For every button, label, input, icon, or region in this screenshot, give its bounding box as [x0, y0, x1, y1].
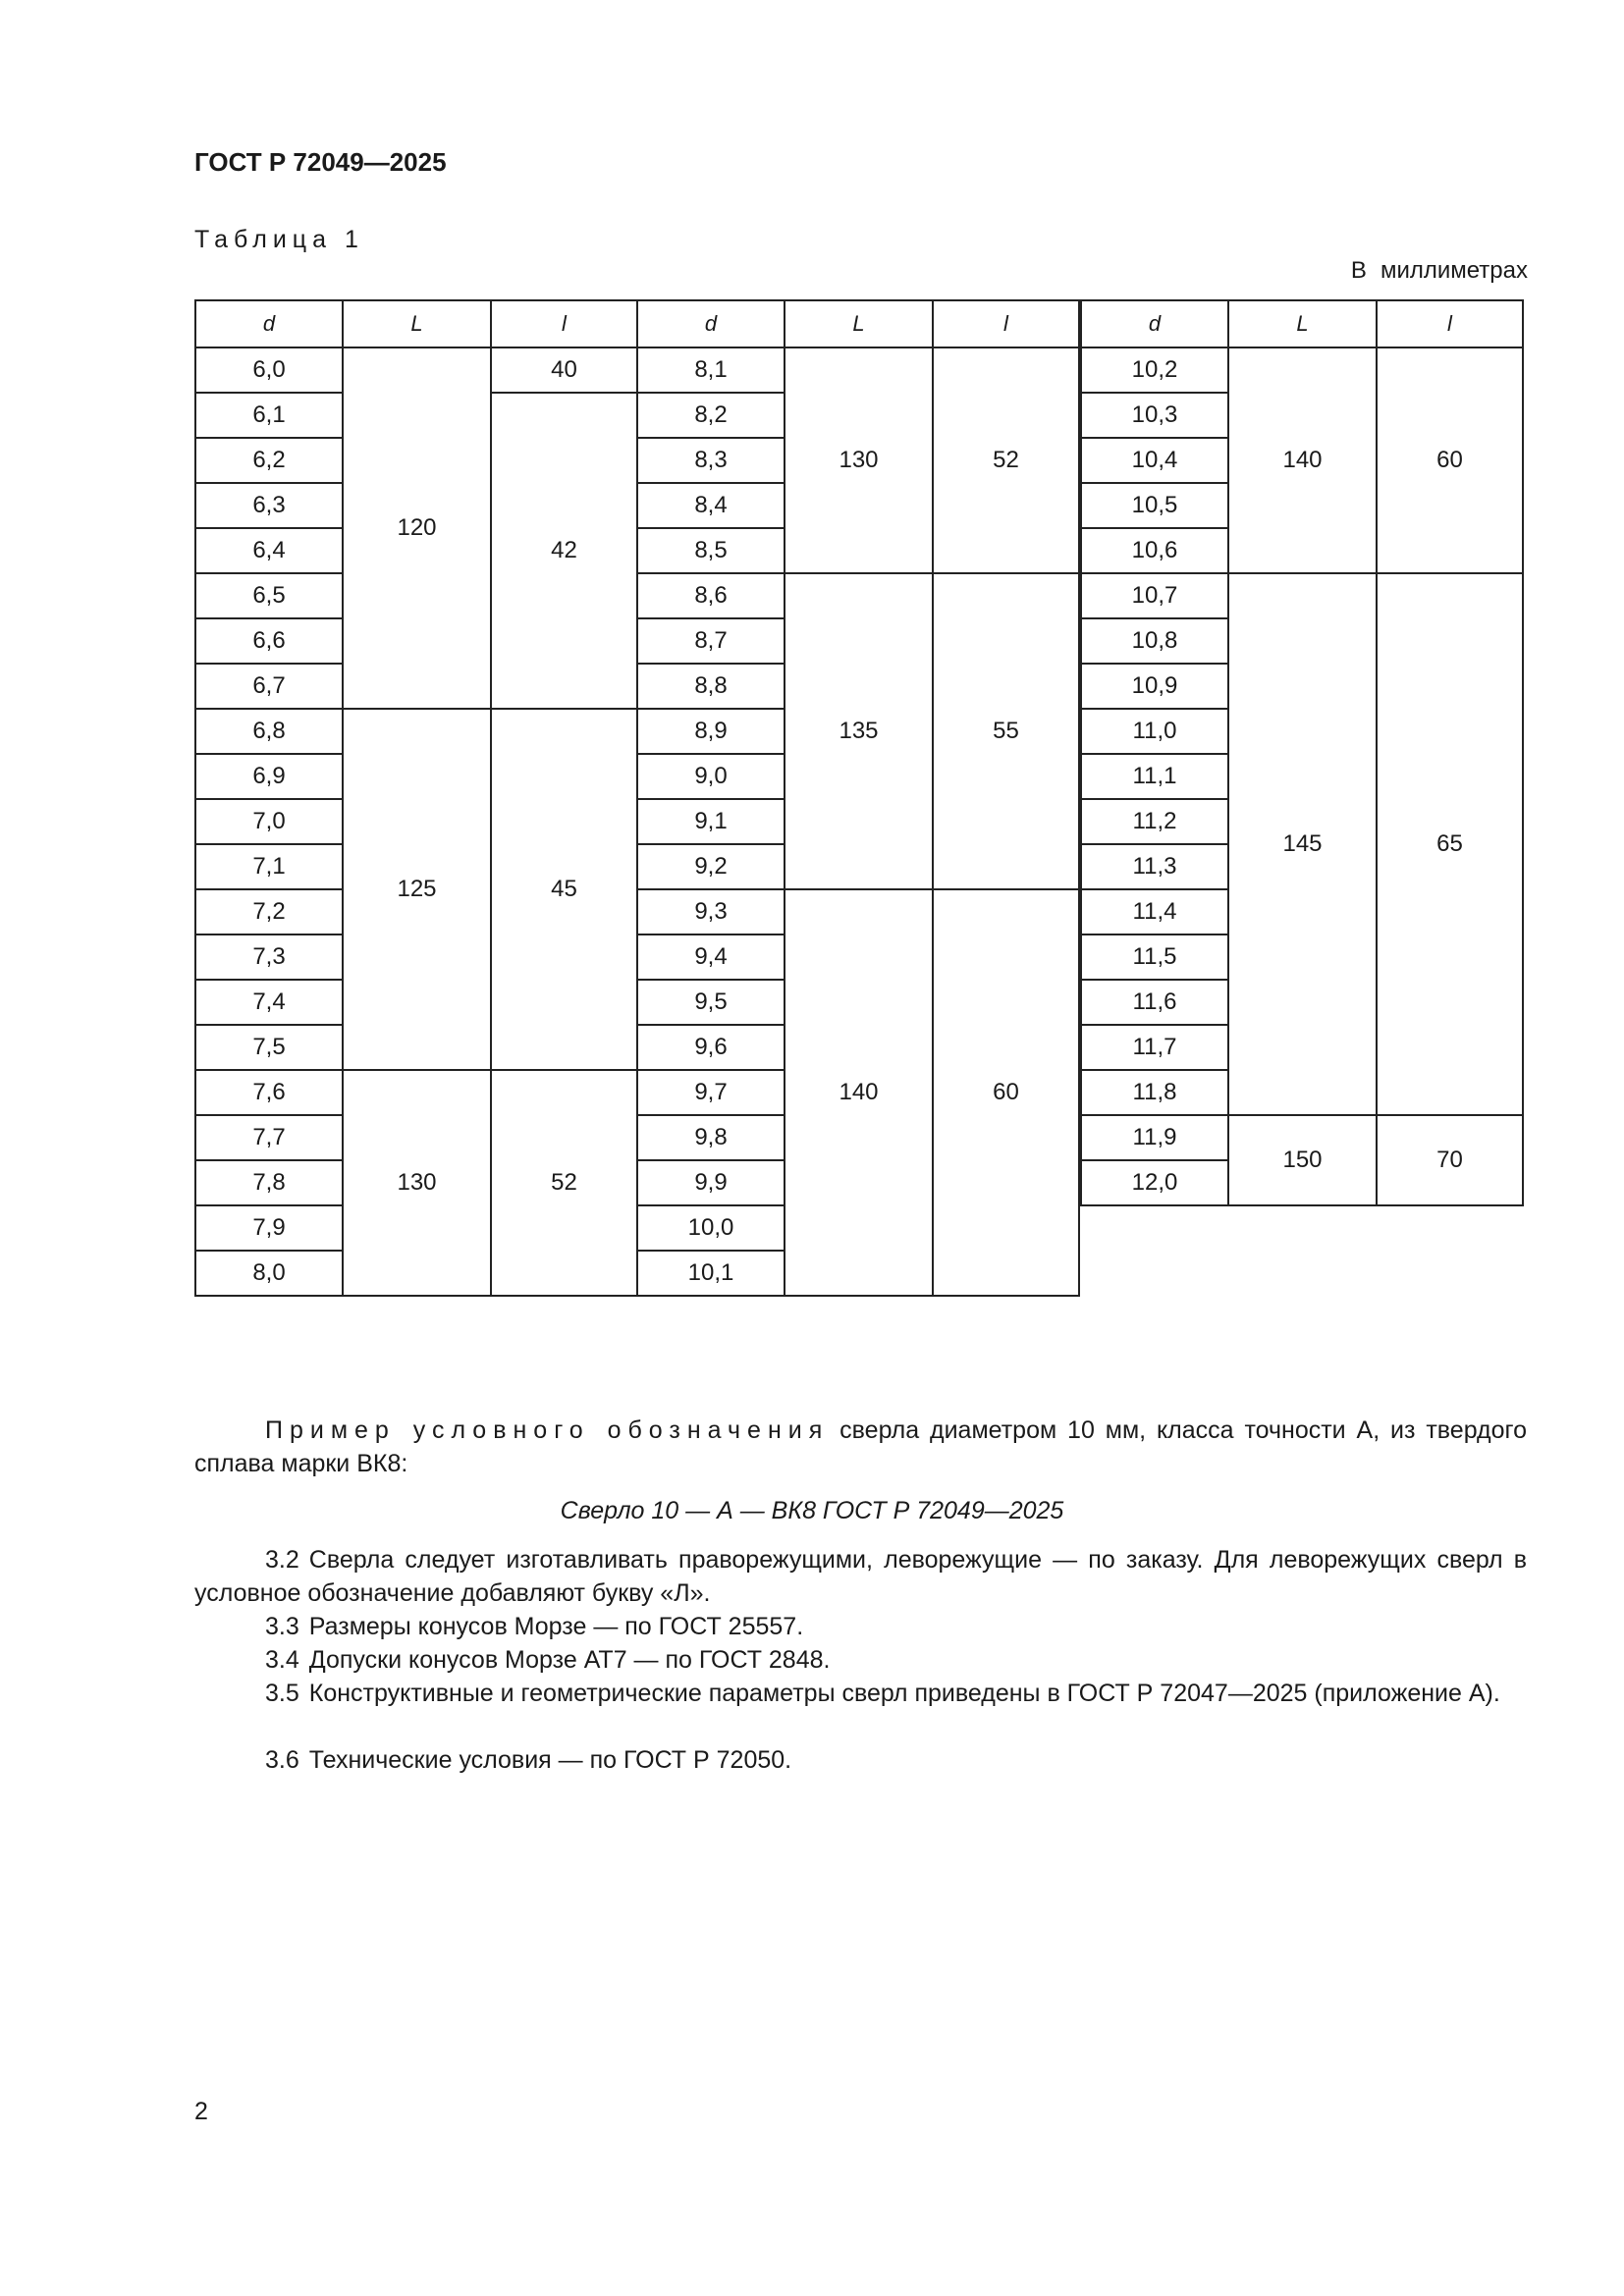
- clause-text: Сверла следует изготавливать праворежущими, леворежущие — по заказу. Для леворежущих сверл в условное обозначение добавляют букву «Л».: [194, 1546, 1527, 1607]
- cell-L: 145: [1228, 573, 1377, 1115]
- clause-number: 3.2: [265, 1546, 299, 1574]
- cell-d: 11,1: [1081, 754, 1228, 799]
- cell-d: 9,0: [637, 754, 785, 799]
- cell-d: 11,2: [1081, 799, 1228, 844]
- cell-d: 6,8: [195, 709, 343, 754]
- cell-l: 55: [933, 573, 1079, 889]
- cell-d: 8,3: [637, 438, 785, 483]
- cell-d: 8,9: [637, 709, 785, 754]
- clause-number: 3.3: [265, 1613, 299, 1640]
- header-d: d: [637, 300, 785, 347]
- cell-d: 9,4: [637, 934, 785, 980]
- dimensions-table: [194, 299, 1527, 1387]
- example-lead: Пример условного обозначения: [265, 1416, 830, 1444]
- cell-d: 7,8: [195, 1160, 343, 1205]
- cell-d: 10,4: [1081, 438, 1228, 483]
- cell-d: 9,9: [637, 1160, 785, 1205]
- cell-d: 8,8: [637, 664, 785, 709]
- cell-d: 12,0: [1081, 1160, 1228, 1205]
- cell-d: 6,7: [195, 664, 343, 709]
- cell-d: 6,0: [195, 347, 343, 393]
- units-prefix: В: [1350, 257, 1367, 284]
- cell-d: 8,5: [637, 528, 785, 573]
- table-caption: Таблица 1: [194, 226, 364, 253]
- cell-d: 6,2: [195, 438, 343, 483]
- cell-d: 10,3: [1081, 393, 1228, 438]
- cell-d: 7,4: [195, 980, 343, 1025]
- cell-d: 10,0: [637, 1205, 785, 1251]
- cell-d: 8,1: [637, 347, 785, 393]
- clause-text: Размеры конусов Морзе — по ГОСТ 25557.: [308, 1613, 804, 1640]
- cell-l: 52: [933, 347, 1079, 573]
- cell-d: 8,0: [195, 1251, 343, 1296]
- cell-d: 7,5: [195, 1025, 343, 1070]
- table-block-c: [1080, 299, 1524, 1206]
- cell-d: 11,5: [1081, 934, 1228, 980]
- clause-3-4: [194, 1643, 1527, 1677]
- cell-d: 10,1: [637, 1251, 785, 1296]
- clause-3-3: [194, 1610, 1527, 1643]
- cell-l: 60: [1377, 347, 1523, 573]
- example-paragraph: [194, 1414, 1527, 1480]
- cell-l: 52: [491, 1070, 637, 1296]
- cell-L: 130: [343, 1070, 491, 1296]
- cell-d: 6,9: [195, 754, 343, 799]
- cell-L: 150: [1228, 1115, 1377, 1205]
- cell-d: 7,2: [195, 889, 343, 934]
- cell-d: 6,5: [195, 573, 343, 618]
- cell-d: 6,1: [195, 393, 343, 438]
- cell-d: 9,1: [637, 799, 785, 844]
- cell-d: 11,9: [1081, 1115, 1228, 1160]
- cell-L: 130: [785, 347, 933, 573]
- clause-number: 3.6: [265, 1746, 299, 1774]
- cell-d: 7,6: [195, 1070, 343, 1115]
- cell-d: 11,3: [1081, 844, 1228, 889]
- cell-d: 8,2: [637, 393, 785, 438]
- cell-d: 10,9: [1081, 664, 1228, 709]
- cell-d: 8,7: [637, 618, 785, 664]
- cell-d: 7,7: [195, 1115, 343, 1160]
- header-d: d: [1081, 300, 1228, 347]
- cell-d: 11,0: [1081, 709, 1228, 754]
- header-l: l: [491, 300, 637, 347]
- cell-L: 140: [1228, 347, 1377, 573]
- clause-number: 3.4: [265, 1646, 299, 1674]
- clause-3-2: [194, 1543, 1527, 1610]
- cell-d: 7,1: [195, 844, 343, 889]
- table-block-a: [194, 299, 638, 1297]
- cell-d: 7,3: [195, 934, 343, 980]
- cell-d: 10,6: [1081, 528, 1228, 573]
- cell-d: 11,6: [1081, 980, 1228, 1025]
- cell-d: 6,6: [195, 618, 343, 664]
- units-label: миллиметрах: [1380, 257, 1528, 284]
- clause-text: Технические условия — по ГОСТ Р 72050.: [308, 1746, 792, 1774]
- cell-l: 70: [1377, 1115, 1523, 1205]
- header-L: L: [1228, 300, 1377, 347]
- cell-d: 8,4: [637, 483, 785, 528]
- cell-l: 42: [491, 393, 637, 709]
- cell-d: 6,4: [195, 528, 343, 573]
- units-note: [1351, 257, 1528, 285]
- clause-text: Допуски конусов Морзе АТ7 — по ГОСТ 2848.: [308, 1646, 831, 1674]
- example-designation: Сверло 10 — А — ВК8 ГОСТ Р 72049—2025: [560, 1497, 1064, 1524]
- cell-d: 10,5: [1081, 483, 1228, 528]
- cell-d: 7,0: [195, 799, 343, 844]
- cell-d: 11,7: [1081, 1025, 1228, 1070]
- cell-d: 9,2: [637, 844, 785, 889]
- header-L: L: [785, 300, 933, 347]
- cell-L: 135: [785, 573, 933, 889]
- page-number: 2: [194, 2098, 208, 2125]
- example-text: сверла диаметром 10 мм, класса точности А, из твердого сплава марки ВК8:: [194, 1416, 1528, 1477]
- clause-3-6: [194, 1743, 1527, 1777]
- cell-d: 9,6: [637, 1025, 785, 1070]
- cell-d: 7,9: [195, 1205, 343, 1251]
- table-block-b: [636, 299, 1080, 1297]
- cell-d: 8,6: [637, 573, 785, 618]
- clause-number: 3.5: [265, 1680, 299, 1707]
- cell-L: 125: [343, 709, 491, 1070]
- cell-l: 65: [1377, 573, 1523, 1115]
- cell-d: 6,3: [195, 483, 343, 528]
- header-l: l: [1377, 300, 1523, 347]
- cell-d: 9,7: [637, 1070, 785, 1115]
- cell-l: 45: [491, 709, 637, 1070]
- cell-d: 9,3: [637, 889, 785, 934]
- header-L: L: [343, 300, 491, 347]
- document-code: ГОСТ Р 72049—2025: [194, 147, 447, 177]
- cell-l: 40: [491, 347, 637, 393]
- cell-d: 9,5: [637, 980, 785, 1025]
- cell-d: 9,8: [637, 1115, 785, 1160]
- header-l: l: [933, 300, 1079, 347]
- cell-d: 10,8: [1081, 618, 1228, 664]
- cell-d: 10,2: [1081, 347, 1228, 393]
- header-d: d: [195, 300, 343, 347]
- clause-text: Конструктивные и геометрические параметры сверл приведены в ГОСТ Р 72047—2025 (приложение А).: [308, 1680, 1500, 1707]
- cell-d: 11,8: [1081, 1070, 1228, 1115]
- cell-d: 10,7: [1081, 573, 1228, 618]
- cell-L: 140: [785, 889, 933, 1296]
- cell-l: 60: [933, 889, 1079, 1296]
- cell-L: 120: [343, 347, 491, 709]
- clause-3-5: [194, 1677, 1527, 1710]
- cell-d: 11,4: [1081, 889, 1228, 934]
